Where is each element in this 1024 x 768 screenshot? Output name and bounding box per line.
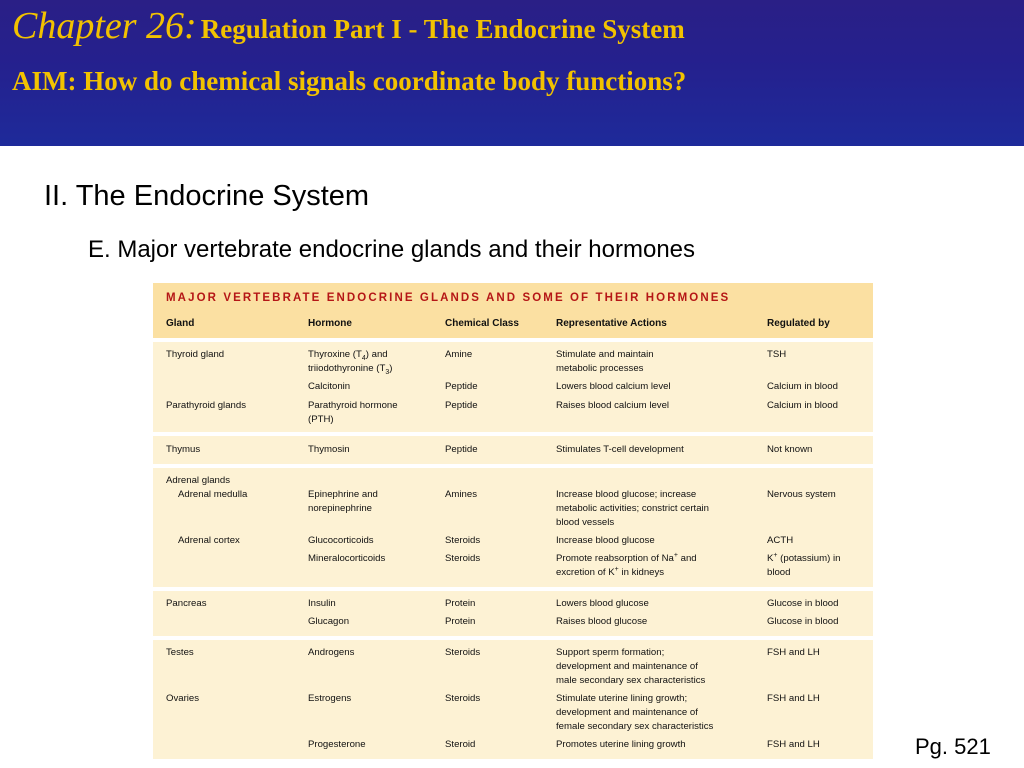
hormone-cell: Androgens — [308, 647, 355, 658]
chemical-class-cell: Steroids — [445, 693, 481, 704]
column-header-gland: Gland — [166, 318, 195, 329]
action-cell: blood vessels — [556, 517, 615, 528]
chapter-subtitle: Regulation Part I - The Endocrine System — [200, 14, 685, 44]
hormone-cell: (PTH) — [308, 414, 334, 425]
hormone-cell: Glucocorticoids — [308, 535, 374, 546]
gland-cell: Testes — [166, 647, 194, 658]
subscript: 3 — [385, 368, 390, 376]
sodium-text: Promote reabsorption of Na — [556, 553, 674, 564]
action-cell: development and maintenance of — [556, 661, 698, 672]
action-cell: Stimulate uterine lining growth; — [556, 693, 688, 704]
regulated-by-cell: ACTH — [767, 535, 794, 546]
row-separator — [153, 464, 873, 468]
chapter-label: Chapter 26: — [12, 5, 197, 47]
action-cell: Support sperm formation; — [556, 647, 665, 658]
action-cell: male secondary sex characteristics — [556, 675, 706, 686]
hormone-cell: Calcitonin — [308, 381, 351, 392]
triiodothyronine-text-end: ) — [389, 363, 393, 374]
potassium-reg-text: K — [767, 553, 774, 564]
gland-cell: Pancreas — [166, 598, 207, 609]
regulated-by-cell: Glucose in blood — [767, 598, 839, 609]
table-title: MAJOR VERTEBRATE ENDOCRINE GLANDS AND SOME OF THEIR HORMONES — [166, 292, 731, 304]
chemical-class-cell: Peptide — [445, 400, 478, 411]
regulated-by-cell: Calcium in blood — [767, 381, 838, 392]
regulated-by-cell: Calcium in blood — [767, 400, 838, 411]
action-cell: Promotes uterine lining growth — [556, 739, 686, 750]
action-cell: Raises blood calcium level — [556, 400, 670, 411]
superscript: + — [614, 565, 619, 573]
regulated-by-cell: TSH — [767, 349, 787, 360]
row-separator — [153, 432, 873, 436]
hormone-cell: Parathyroid hormone — [308, 400, 398, 411]
action-cell: Raises blood glucose — [556, 616, 648, 627]
hormone-cell: Epinephrine and — [308, 489, 378, 500]
gland-cell: Ovaries — [166, 693, 200, 704]
action-cell: Stimulates T-cell development — [556, 444, 684, 455]
regulated-by-cell: FSH and LH — [767, 647, 820, 658]
chemical-class-cell: Steroids — [445, 647, 481, 658]
endocrine-table — [153, 283, 873, 759]
chemical-class-cell: Amines — [445, 489, 477, 500]
title-banner — [0, 0, 1024, 146]
action-cell: Stimulate and maintain — [556, 349, 654, 360]
thyroxine-text: Thyroxine (T — [308, 349, 362, 360]
chemical-class-cell: Steroids — [445, 553, 481, 564]
action-cell — [556, 566, 664, 580]
regulated-by-cell: FSH and LH — [767, 739, 820, 750]
chemical-class-cell: Protein — [445, 616, 476, 627]
row-separator — [153, 338, 873, 342]
regulated-by-cell: Not known — [767, 444, 813, 455]
regulated-by-cell — [767, 552, 840, 566]
subsection-heading: E. Major vertebrate endocrine glands and their hormones — [88, 236, 696, 263]
chemical-class-cell: Protein — [445, 598, 476, 609]
column-header-actions: Representative Actions — [556, 318, 667, 329]
hormone-cell: norepinephrine — [308, 503, 373, 514]
gland-cell: Thymus — [166, 444, 201, 455]
chemical-class-cell: Amine — [445, 349, 473, 360]
chemical-class-cell: Peptide — [445, 444, 478, 455]
superscript: + — [673, 551, 678, 559]
superscript: + — [773, 551, 778, 559]
potassium-text-end: in kidneys — [618, 567, 665, 578]
action-cell: metabolic activities; constrict certain — [556, 503, 710, 514]
action-cell: Increase blood glucose — [556, 535, 655, 546]
action-cell: Lowers blood calcium level — [556, 381, 671, 392]
hormone-cell: Thymosin — [308, 444, 350, 455]
column-header-regulated-by: Regulated by — [767, 318, 830, 329]
regulated-by-cell: blood — [767, 567, 791, 578]
potassium-reg-text-end: (potassium) in — [777, 553, 841, 564]
chemical-class-cell: Peptide — [445, 381, 478, 392]
row-separator — [153, 636, 873, 640]
hormone-cell — [308, 362, 392, 376]
hormone-cell — [308, 348, 388, 362]
gland-cell: Parathyroid glands — [166, 400, 246, 411]
column-header-hormone: Hormone — [308, 318, 352, 329]
section-heading: II. The Endocrine System — [44, 180, 370, 212]
page-reference: Pg. 521 — [915, 734, 991, 759]
triiodothyronine-text: triiodothyronine (T — [308, 363, 386, 374]
aim-statement: AIM: How do chemical signals coordinate body functions? — [12, 66, 687, 96]
action-cell: metabolic processes — [556, 363, 644, 374]
action-cell: Lowers blood glucose — [556, 598, 649, 609]
hormone-cell: Mineralocorticoids — [308, 553, 386, 564]
chemical-class-cell: Steroid — [445, 739, 476, 750]
hormone-cell: Glucagon — [308, 616, 350, 627]
action-cell: development and maintenance of — [556, 707, 698, 718]
action-cell: female secondary sex characteristics — [556, 721, 714, 732]
hormone-cell: Progesterone — [308, 739, 366, 750]
column-header-chemical-class: Chemical Class — [445, 318, 519, 329]
action-cell: Increase blood glucose; increase — [556, 489, 697, 500]
gland-cell: Adrenal glands — [166, 475, 231, 486]
row-separator — [153, 587, 873, 591]
regulated-by-cell: Nervous system — [767, 489, 836, 500]
gland-cell: Adrenal medulla — [178, 489, 248, 500]
slide-title — [12, 4, 685, 48]
gland-cell: Adrenal cortex — [178, 535, 240, 546]
potassium-text: excretion of K — [556, 567, 615, 578]
thyroxine-text-end: ) and — [365, 349, 388, 360]
hormone-cell: Insulin — [308, 598, 336, 609]
regulated-by-cell: Glucose in blood — [767, 616, 839, 627]
sodium-text-end: and — [677, 553, 697, 564]
chemical-class-cell: Steroids — [445, 535, 481, 546]
subscript: 4 — [361, 354, 366, 362]
gland-cell: Thyroid gland — [166, 349, 225, 360]
hormone-cell: Estrogens — [308, 693, 352, 704]
regulated-by-cell: FSH and LH — [767, 693, 820, 704]
action-cell — [556, 552, 697, 566]
